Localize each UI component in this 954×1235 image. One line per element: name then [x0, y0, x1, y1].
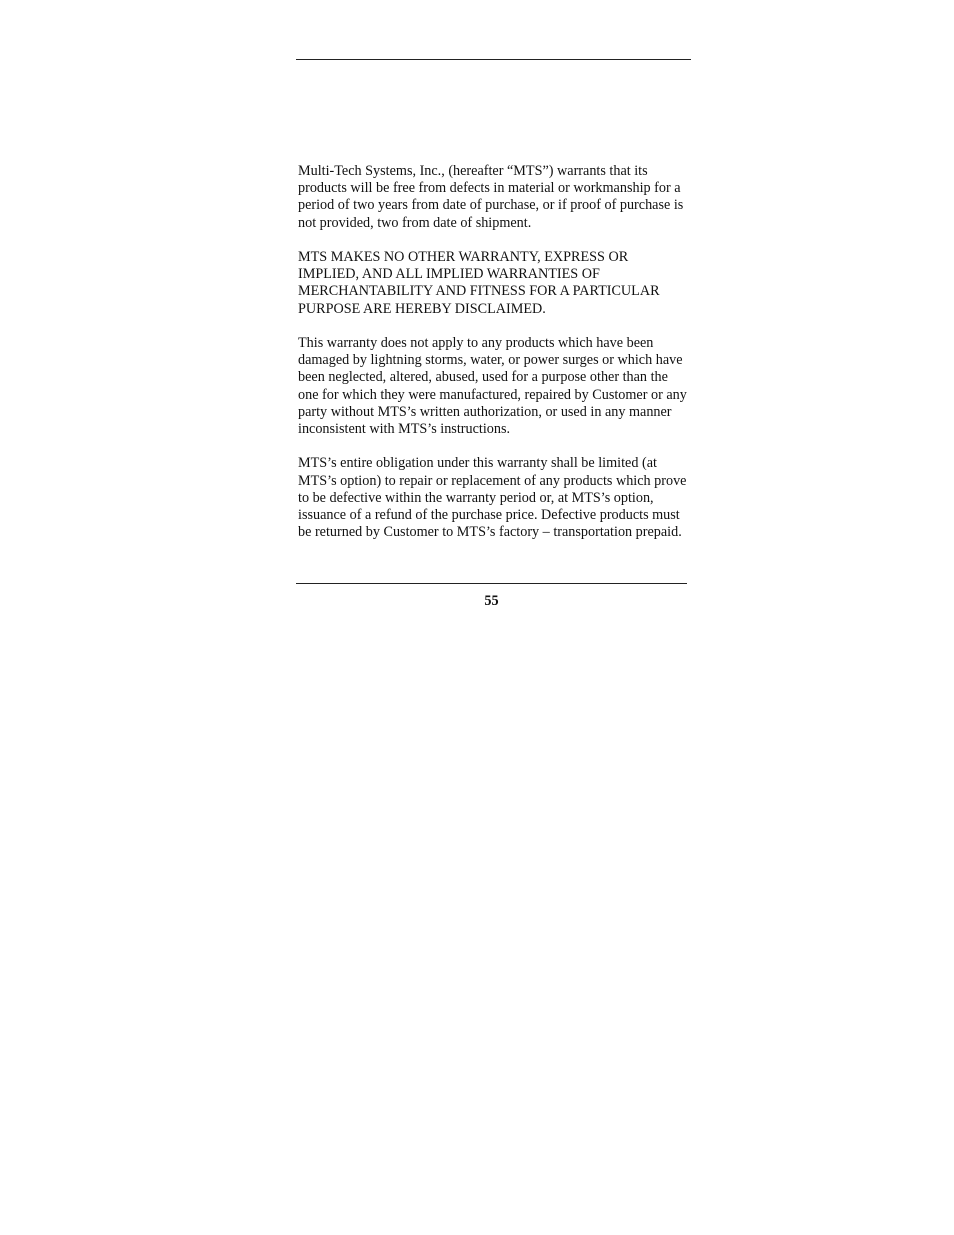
warranty-paragraph: Multi-Tech Systems, Inc., (hereafter “MTS”) warrants that its products will be free from defects in material or workmanship for a period of two years from date of purchase, or if proof of purchase is not provided, two from date of shipment. [298, 163, 684, 231]
disclaimer-paragraph: MTS MAKES NO OTHER WARRANTY, EXPRESS OR IMPLIED, AND ALL IMPLIED WARRANTIES OF MERCHANTABILITY AND FITNESS FOR A PARTICULAR PURPOSE ARE HEREBY DISCLAIMED. [298, 249, 660, 317]
exclusions-paragraph: This warranty does not apply to any products which have been damaged by lightning storms, water, or power surges or which have been neglected, altered, abused, used for a purpose other than the one for which they were manufactured, repaired by Customer or any party without MTS’s written authorization, or used in any manner inconsistent with MTS’s instructions. [298, 335, 687, 438]
header-rule [296, 59, 691, 60]
page-number: 55 [484, 593, 499, 609]
warranty-text [298, 163, 690, 541]
footer-rule [296, 583, 687, 584]
obligation-paragraph: MTS’s entire obligation under this warranty shall be limited (at MTS’s option) to repair or replacement of any products which prove to be defective within the warranty period or, at MTS’s option, issuance of a refund of the purchase price. Defective products must be returned by Customer to MTS’s factory – transportation prepaid. [298, 455, 687, 541]
